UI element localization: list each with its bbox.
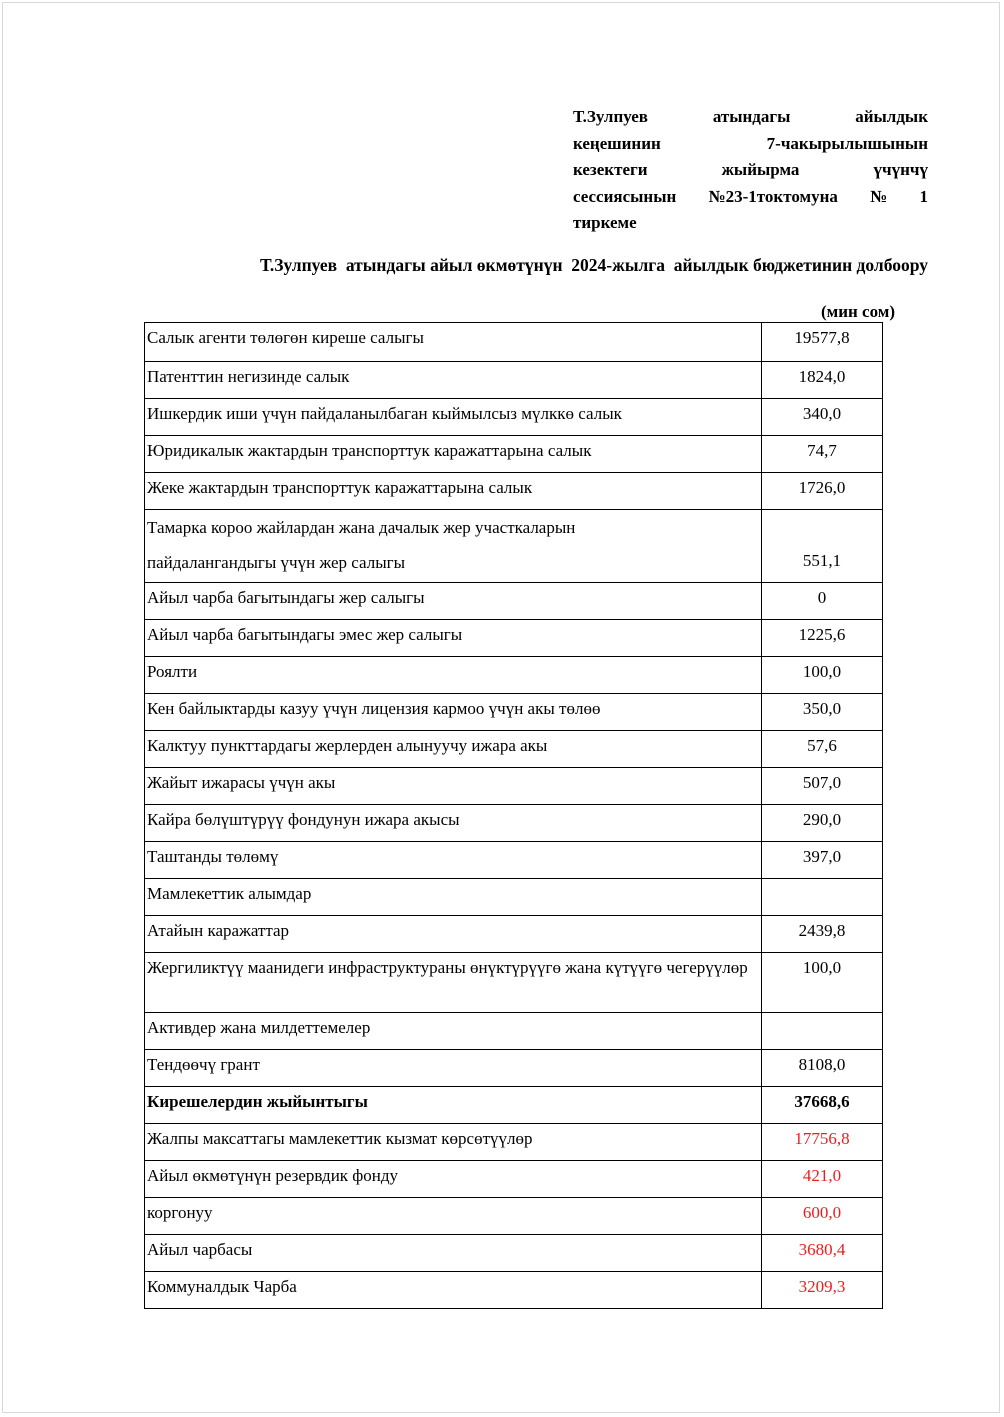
- row-value: 37668,6: [762, 1087, 883, 1124]
- annex-word: айылдык: [855, 107, 928, 126]
- annex-word: сессиясынын: [573, 186, 677, 206]
- annex-word: №: [870, 186, 888, 206]
- table-row: [145, 1161, 883, 1198]
- row-name: Калктуу пункттардагы жерлерден алынуучу ижара акы: [145, 731, 762, 768]
- annex-header: [573, 104, 928, 237]
- row-name: Ишкердик иши үчүн пайдаланылбаган кыймылсыз мүлккө салык: [145, 399, 762, 436]
- row-value: 350,0: [762, 694, 883, 731]
- annex-word: №23-1токтомуна: [708, 186, 838, 206]
- row-name: Айыл өкмөтүнүн резервдик фонду: [145, 1161, 762, 1198]
- annex-word: кезектеги: [573, 160, 648, 179]
- row-value: 17756,8: [762, 1124, 883, 1161]
- annex-last-line: тиркеме: [573, 213, 637, 232]
- row-name: коргонуу: [145, 1198, 762, 1235]
- row-value: 8108,0: [762, 1050, 883, 1087]
- row-name: Айыл чарбасы: [145, 1235, 762, 1272]
- row-name: Кирешелердин жыйынтыгы: [145, 1087, 762, 1124]
- row-name: Юридикалык жактардын транспорттук каражаттарына салык: [145, 436, 762, 473]
- annex-line: [573, 131, 928, 158]
- annex-line: [573, 104, 928, 131]
- table-row: [145, 953, 883, 1013]
- annex-word: Т.Зулпуев: [573, 107, 648, 126]
- row-name: Айыл чарба багытындагы эмес жер салыгы: [145, 620, 762, 657]
- row-value: 0: [762, 583, 883, 620]
- row-value: 340,0: [762, 399, 883, 436]
- row-value: 397,0: [762, 842, 883, 879]
- row-value: 100,0: [762, 953, 883, 1013]
- row-value: [762, 879, 883, 916]
- document-title: Т.Зулпуев атындагы айыл өкмөтүнүн 2024-жылга айылдык бюджетинин долбоору: [259, 255, 928, 275]
- table-row: [145, 1198, 883, 1235]
- table-row: [145, 879, 883, 916]
- row-name: Таштанды төлөмү: [145, 842, 762, 879]
- row-value: 57,6: [762, 731, 883, 768]
- annex-word: кеңешинин: [573, 133, 661, 153]
- table-row: [145, 657, 883, 694]
- row-name: Патенттин негизинде салык: [145, 362, 762, 399]
- table-row: [145, 768, 883, 805]
- row-name: Активдер жана милдеттемелер: [145, 1013, 762, 1050]
- row-name: Коммуналдык Чарба: [145, 1272, 762, 1309]
- row-value: 1726,0: [762, 473, 883, 510]
- row-name: Жергиликтүү маанидеги инфраструктураны өнүктүрүүгө жана күтүүгө чегерүүлөр: [145, 953, 762, 1013]
- table-row: [145, 362, 883, 399]
- table-row: [145, 473, 883, 510]
- annex-word: үчүнчү: [873, 160, 928, 179]
- table-row: [145, 1124, 883, 1161]
- table-row-total: [145, 1087, 883, 1124]
- table-row: [145, 1013, 883, 1050]
- table-row: [145, 583, 883, 620]
- table-row: [145, 1235, 883, 1272]
- row-value: 1824,0: [762, 362, 883, 399]
- row-name: Мамлекеттик алымдар: [145, 879, 762, 916]
- table-row: [145, 731, 883, 768]
- table-row: [145, 399, 883, 436]
- row-value: 421,0: [762, 1161, 883, 1198]
- row-value: 74,7: [762, 436, 883, 473]
- table-row: [145, 694, 883, 731]
- annex-word: 1: [919, 186, 928, 206]
- row-name: Жалпы максаттагы мамлекеттик кызмат көрсөтүүлөр: [145, 1124, 762, 1161]
- row-name-line: Тамарка короо жайлардан жана дачалык жер участкаларын: [147, 518, 576, 537]
- row-name: Кен байлыктарды казуу үчүн лицензия кармоо үчүн акы төлөө: [145, 694, 762, 731]
- annex-word: 7-чакырылышынын: [766, 133, 928, 153]
- row-name: Жеке жактардын транспорттук каражаттарына салык: [145, 473, 762, 510]
- table-row: [145, 1272, 883, 1309]
- table-row: [145, 842, 883, 879]
- row-value: 507,0: [762, 768, 883, 805]
- row-value: 600,0: [762, 1198, 883, 1235]
- row-name: Кайра бөлүштүрүү фондунун ижара акысы: [145, 805, 762, 842]
- unit-label: (мин сом): [820, 302, 895, 321]
- row-value: 19577,8: [762, 323, 883, 362]
- row-name: Роялти: [145, 657, 762, 694]
- annex-line: [573, 184, 928, 211]
- row-name: Тендөөчү грант: [145, 1050, 762, 1087]
- row-name: [145, 510, 762, 583]
- table-row: [145, 436, 883, 473]
- annex-word: атындагы: [712, 107, 791, 126]
- row-name-line: пайдалангандыгы үчүн жер салыгы: [147, 553, 406, 572]
- row-value: 1225,6: [762, 620, 883, 657]
- table-row: [145, 620, 883, 657]
- row-name: Атайын каражаттар: [145, 916, 762, 953]
- table-row: [145, 805, 883, 842]
- row-value: 3680,4: [762, 1235, 883, 1272]
- row-value: 3209,3: [762, 1272, 883, 1309]
- table-row: [145, 1050, 883, 1087]
- annex-word: жыйырма: [721, 160, 800, 179]
- table-row: [145, 510, 883, 583]
- row-name: Салык агенти төлөгөн киреше салыгы: [145, 323, 762, 362]
- row-name: Жайыт ижарасы үчүн акы: [145, 768, 762, 805]
- table-row: [145, 916, 883, 953]
- row-value: 551,1: [762, 510, 883, 583]
- row-value: 100,0: [762, 657, 883, 694]
- table-row: [145, 323, 883, 362]
- row-value: [762, 1013, 883, 1050]
- row-value: 290,0: [762, 805, 883, 842]
- row-name: Айыл чарба багытындагы жер салыгы: [145, 583, 762, 620]
- budget-table: [144, 322, 883, 1309]
- row-value: 2439,8: [762, 916, 883, 953]
- annex-line: [573, 157, 928, 184]
